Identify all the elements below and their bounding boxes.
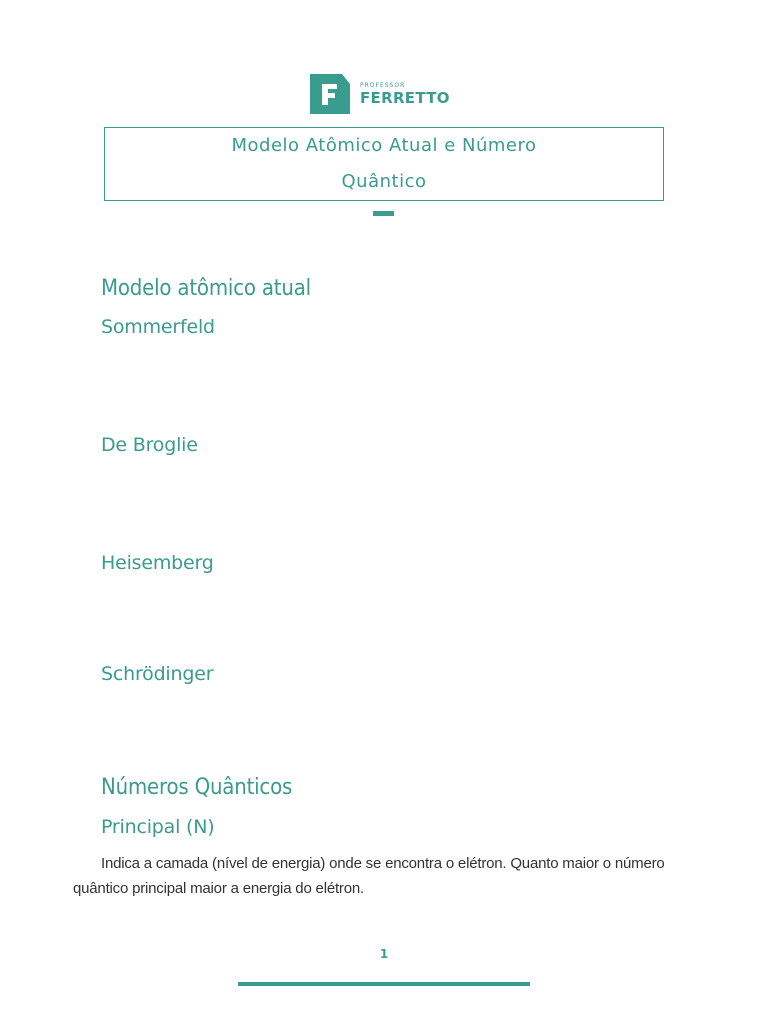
document-title-line-2: Quântico bbox=[341, 171, 427, 192]
logo-subtitle: PROFESSOR bbox=[360, 81, 406, 89]
logo-text bbox=[360, 83, 450, 106]
subheading-principal: Principal (N) bbox=[101, 816, 215, 838]
page-number: 1 bbox=[379, 947, 389, 961]
title-divider bbox=[373, 211, 394, 216]
logo-name: FERRETTO bbox=[360, 88, 450, 107]
heading-numeros-quanticos: Números Quânticos bbox=[101, 775, 293, 800]
logo-f-icon bbox=[310, 74, 350, 114]
footer-bar bbox=[238, 982, 530, 986]
brand-logo bbox=[310, 74, 450, 114]
subheading-de-broglie: De Broglie bbox=[101, 434, 198, 456]
subheading-heisemberg: Heisemberg bbox=[101, 552, 214, 574]
document-title-line-1: Modelo Atômico Atual e Número bbox=[231, 135, 537, 156]
subheading-sommerfeld: Sommerfeld bbox=[101, 316, 215, 338]
subheading-schrodinger: Schrödinger bbox=[101, 663, 214, 685]
heading-modelo-atomico: Modelo atômico atual bbox=[101, 276, 311, 301]
paragraph-principal: Indica a camada (nível de energia) onde se encontra o elétron. Quanto maior o número quântico principal maior a energia do elétron. bbox=[73, 855, 665, 897]
document-title-box bbox=[104, 127, 664, 201]
